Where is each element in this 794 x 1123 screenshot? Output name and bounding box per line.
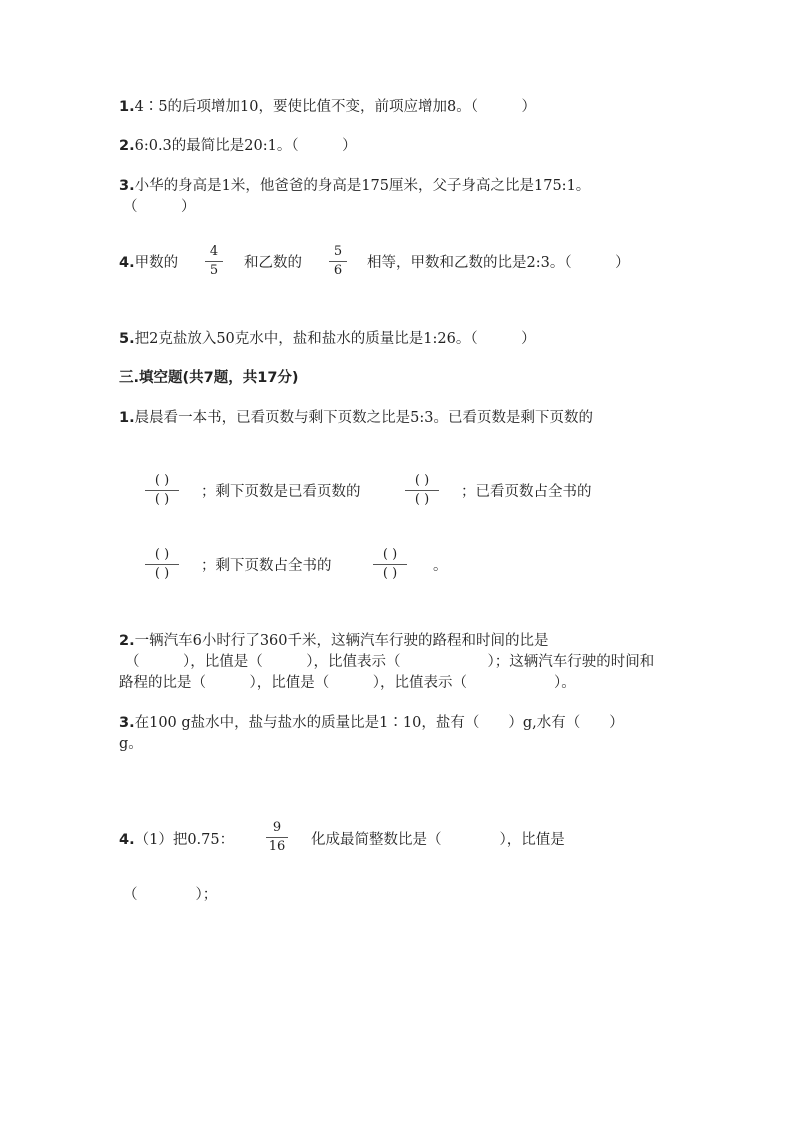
question-number: 3. [119,178,135,194]
blank-numerator: ( ) [382,547,398,562]
fraction-bar [266,837,288,838]
judgment-q1 [119,96,536,118]
fill-q2-line3: 路程的比是（ ），比值是（ ），比值表示（ ）。 [119,675,576,691]
fraction-bar [145,490,179,491]
fraction-bar [329,261,347,262]
question-text-mid: 和乙数的 [244,255,302,271]
fraction-numerator: 5 [333,244,343,259]
fraction-bar [205,261,223,262]
fill-q1-text-3: ；剩下页数占全书的 [201,558,332,574]
question-text-post: 化成最简整数比是（ ），比值是 [311,832,565,848]
question-text: 6:0.3的最简比是20:1。（ ） [134,138,357,154]
fraction-bar [373,564,407,565]
fraction-denominator: 6 [333,263,343,278]
blank-denominator: ( ) [382,566,398,581]
fraction-blank [405,474,439,507]
fraction-4-5 [205,245,223,278]
fraction-numerator: 9 [272,820,282,835]
judgment-q4 [119,252,178,274]
fraction-bar [405,490,439,491]
question-text: 晨晨看一本书，已看页数与剩下页数之比是5:3。已看页数是剩下页数的 [134,410,593,426]
question-number: 5. [119,331,135,347]
question-text-pre: （1）把0.75： [134,832,235,848]
judgment-q3-answer-blank: （ ） [123,199,196,215]
fill-q4-line2: （ ）； [123,887,218,903]
question-text: 把2克盐放入50克水中，盐和盐水的质量比是1:26。（ ） [134,331,536,347]
question-text: 小华的身高是1米，他爸爸的身高是175厘米，父子身高之比是175:1。 [134,178,591,194]
blank-denominator: ( ) [154,492,170,507]
fraction-blank [373,548,407,581]
question-number: 3. [119,715,135,731]
fraction-9-16 [266,821,288,854]
fraction-blank [145,474,179,507]
fill-q2-line2: （ ），比值是（ ），比值表示（ ）；这辆汽车行驶的时间和 [125,654,655,670]
fraction-5-6 [329,245,347,278]
question-number: 4. [119,255,135,271]
blank-denominator: ( ) [414,492,430,507]
fraction-numerator: 4 [209,244,219,259]
question-number: 2. [119,138,135,154]
judgment-q2 [119,135,357,157]
question-number: 2. [119,633,135,649]
question-text: 在100 g盐水中，盐与盐水的质量比是1∶10，盐有（ ）g,水有（ ） [134,715,624,731]
fraction-bar [145,564,179,565]
blank-numerator: ( ) [154,473,170,488]
blank-numerator: ( ) [154,547,170,562]
fill-q1-text-1: ；剩下页数是已看页数的 [201,484,361,500]
blank-denominator: ( ) [154,566,170,581]
question-number: 1. [119,410,135,426]
fraction-denominator: 16 [268,839,286,854]
question-number: 1. [119,99,135,115]
fraction-blank [145,548,179,581]
question-text-post: 相等，甲数和乙数的比是2:3。（ ） [367,255,630,271]
judgment-q3 [119,175,590,197]
section-title: 三.填空题(共7题，共17分) [119,370,299,386]
fill-q3 [119,712,624,734]
question-number: 4. [119,832,135,848]
fill-q1-text-2: ；已看页数占全书的 [461,484,592,500]
fraction-denominator: 5 [209,263,219,278]
fill-q1-text-4: 。 [433,558,448,574]
fill-q3-line2: g。 [119,736,143,752]
judgment-q5 [119,328,536,350]
blank-numerator: ( ) [414,473,430,488]
fill-q4 [119,829,234,851]
question-text: 4∶5的后项增加10，要使比值不变，前项应增加8。（ ） [134,99,536,115]
question-text-pre: 甲数的 [134,255,179,271]
question-text: 一辆汽车6小时行了360千米，这辆汽车行驶的路程和时间的比是 [134,633,549,649]
fill-q1 [119,407,593,429]
fill-q2 [119,630,549,652]
